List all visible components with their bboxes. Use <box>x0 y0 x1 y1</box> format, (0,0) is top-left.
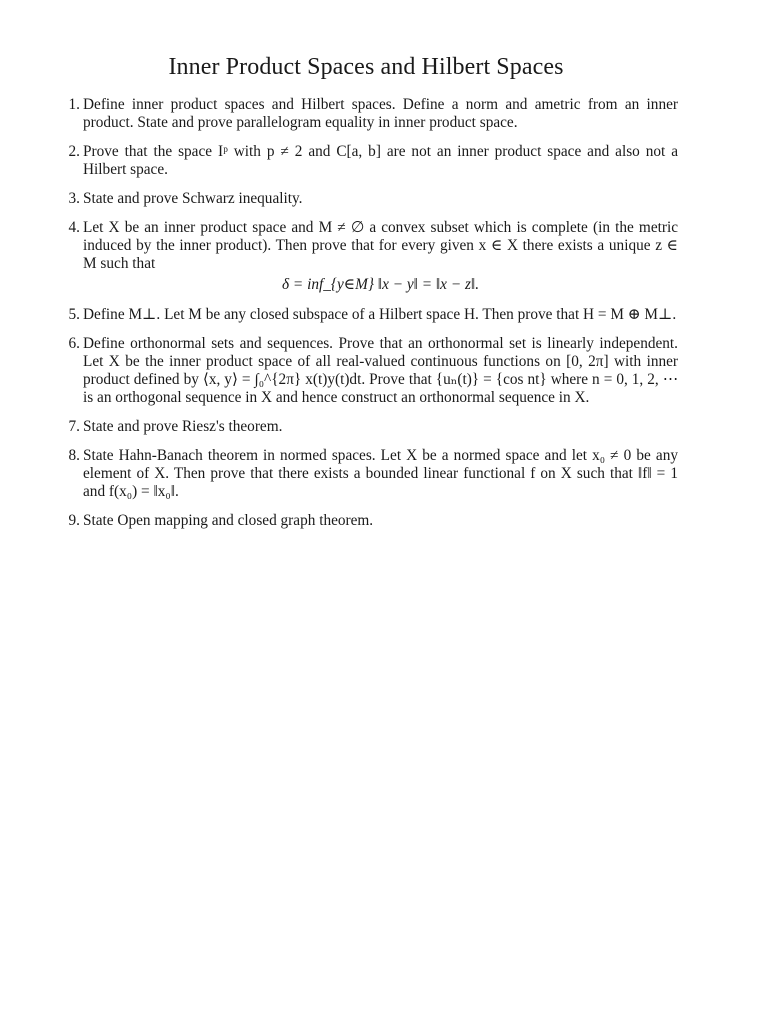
question-number: 9. <box>68 512 80 529</box>
question-number: 7. <box>68 418 80 435</box>
question-text: Define orthonormal sets and sequences. Prove that an orthonormal set is linearly independent. Let X be the inner product space of all real-valued continuous functions on [0, 2π] with inner product defined by ⟨x, y⟩ = ∫₀^{2π} x(t)y(t)dt. Prove that {uₙ(t)} = {cos nt} where n = 0, 1, 2, ⋯ is an orthogonal sequence in X and hence construct an orthonormal sequence in X. <box>83 335 678 406</box>
question-item-5 <box>60 306 678 324</box>
question-text: Let X be an inner product space and M ≠ ∅ a convex subset which is complete (in the metric induced by the inner product). Then prove that for every given x ∈ X there exists a unique z ∈ M such that <box>83 219 678 272</box>
question-item-6 <box>60 335 678 407</box>
question-item-4 <box>60 219 678 295</box>
question-text: Define M⊥. Let M be any closed subspace of a Hilbert space H. Then prove that H = M ⊕ M⊥. <box>83 306 677 323</box>
question-item-3 <box>60 190 678 208</box>
question-number: 2. <box>68 143 80 160</box>
question-text: State Hahn-Banach theorem in normed spaces. Let X be a normed space and let x₀ ≠ 0 be any element of X. Then prove that there exists a bounded linear functional f on X such that ‖f‖ = 1 and f(x₀) = ‖x₀‖. <box>83 447 678 500</box>
question-item-8 <box>60 447 678 501</box>
question-text: Prove that the space Iᵖ with p ≠ 2 and C[a, b] are not an inner product space and also not a Hilbert space. <box>83 143 678 178</box>
question-number: 1. <box>68 96 80 113</box>
question-number: 8. <box>68 447 80 464</box>
display-equation: δ = inf_{y∈M} ‖x − y‖ = ‖x − z‖. <box>281 276 480 293</box>
question-number: 6. <box>68 335 80 352</box>
question-item-9 <box>60 512 678 530</box>
question-number: 4. <box>68 219 80 236</box>
question-item-7 <box>60 418 678 436</box>
question-number: 5. <box>68 306 80 323</box>
question-text: State and prove Riesz's theorem. <box>83 418 283 435</box>
question-item-2 <box>60 143 678 179</box>
question-number: 3. <box>68 190 80 207</box>
question-item-1 <box>60 96 678 132</box>
page-title: Inner Product Spaces and Hilbert Spaces <box>168 54 564 80</box>
question-text: Define inner product spaces and Hilbert spaces. Define a norm and ametric from an inner product. State and prove parallelogram equality in inner product space. <box>83 96 678 131</box>
question-text: State Open mapping and closed graph theorem. <box>83 512 374 529</box>
question-list <box>60 96 678 541</box>
question-text: State and prove Schwarz inequality. <box>83 190 303 207</box>
